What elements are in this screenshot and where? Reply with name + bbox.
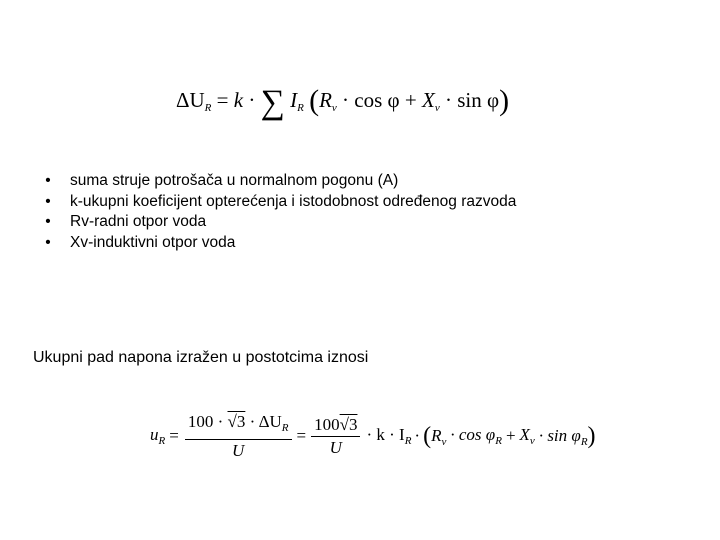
fraction-1-num-sub: R <box>281 421 289 434</box>
formula-2-xv-sub: v <box>529 435 535 447</box>
formula-1-rv-sub: v <box>331 102 337 114</box>
formula-2-current-sub: R <box>404 435 412 447</box>
fraction-1-num-b: · ΔU <box>245 411 282 431</box>
definition-list <box>42 171 516 253</box>
formula-2-dot: · <box>414 426 421 445</box>
formula-2-open-paren: ( <box>423 422 432 449</box>
list-item <box>42 233 516 254</box>
list-item <box>42 192 516 213</box>
formula-1-k: k <box>233 88 244 112</box>
fraction-2-num-a: 100 <box>314 414 340 434</box>
bullet-icon: • <box>45 192 51 210</box>
formula-2-cos-sub: R <box>495 435 502 447</box>
percentage-drop-formula <box>150 408 596 464</box>
formula-1-dot: · <box>248 88 256 112</box>
formula-1-close-paren: ) <box>499 84 510 117</box>
bullet-icon: • <box>45 233 51 251</box>
formula-1-lhs: ΔU <box>176 88 205 112</box>
formula-2-sin-sub: R <box>580 435 588 448</box>
formula-2-sin: · sin φ <box>538 425 581 445</box>
sqrt-3: √3 <box>227 411 246 431</box>
formula-1-xv-sub: v <box>434 102 440 114</box>
formula-1-dot: · <box>444 88 452 112</box>
formula-1-open-paren: ( <box>309 84 320 117</box>
fraction-2 <box>311 414 360 459</box>
formula-2-cos: · cos φ <box>450 425 496 444</box>
formula-1-dot: · <box>342 88 350 112</box>
fraction-1-num-a: 100 · <box>187 411 228 431</box>
formula-2-close-paren: ) <box>587 422 596 449</box>
formula-2-equals: = <box>169 426 179 445</box>
formula-2-rv: R <box>431 425 442 445</box>
formula-2-xv: X <box>519 425 530 444</box>
fraction-1 <box>185 411 292 462</box>
formula-1-rv: R <box>319 88 332 112</box>
formula-2-plus: + <box>505 426 516 445</box>
formula-2-equals-2: = <box>296 426 307 445</box>
formula-2-k-current: · k · I <box>366 425 405 444</box>
list-item-text: suma struje potrošača u normalnom pogonu (A) <box>70 172 399 189</box>
formula-2-rv-sub: v <box>441 435 447 448</box>
list-item <box>42 212 516 233</box>
list-item-text: Rv-radni otpor voda <box>70 213 207 230</box>
formula-1-cos: cos φ <box>354 88 400 112</box>
sqrt-3: √3 <box>339 414 358 434</box>
formula-1-equals: = <box>216 88 229 112</box>
list-item-text: k-ukupni koeficijent opterećenja i istodobnost određenog razvoda <box>70 192 517 210</box>
formula-1-lhs-sub: R <box>204 102 212 114</box>
formula-1-current: I <box>290 88 298 112</box>
bullet-icon: • <box>45 213 51 230</box>
list-item <box>42 171 516 192</box>
formula-2-lhs: u <box>150 425 159 444</box>
formula-1-xv: X <box>422 88 435 112</box>
formula-1-plus: + <box>404 88 417 112</box>
sum-symbol: ∑ <box>260 84 285 121</box>
list-item-text: Xv-induktivni otpor voda <box>70 233 236 251</box>
formula-1-sin: sin φ <box>457 88 500 112</box>
fraction-2-den: U <box>329 437 342 457</box>
fraction-1-den: U <box>232 440 245 460</box>
formula-2-lhs-sub: R <box>158 435 166 447</box>
formula-1-current-sub: R <box>297 102 304 114</box>
percentage-caption: Ukupni pad napona izražen u postotcima iznosi <box>33 349 369 366</box>
bullet-icon: • <box>45 172 51 189</box>
voltage-drop-formula <box>176 80 509 120</box>
